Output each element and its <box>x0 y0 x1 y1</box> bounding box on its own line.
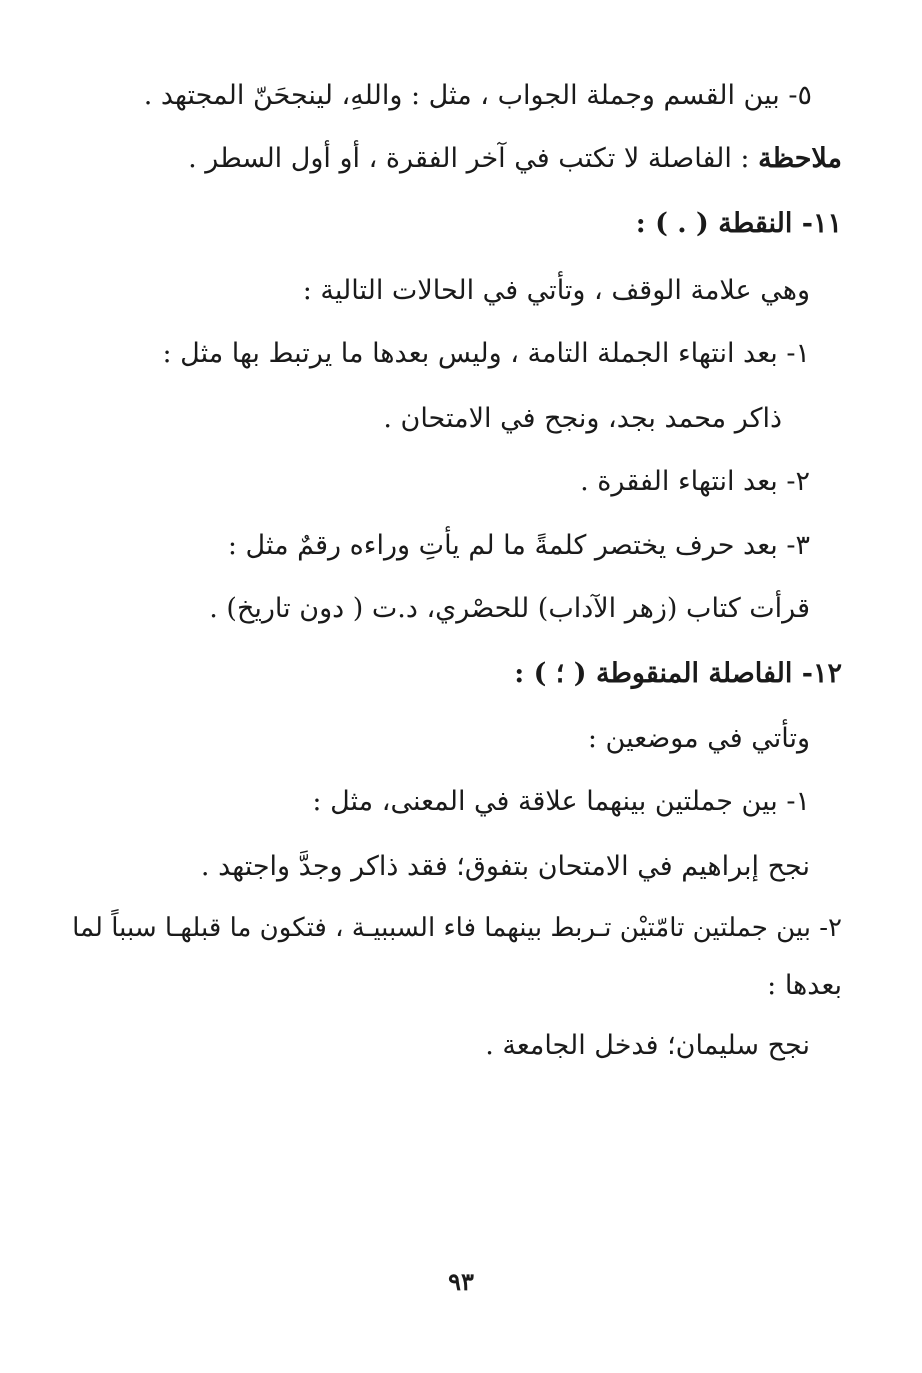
text-line-13: نجح إبراهيم في الامتحان بتفوق؛ فقد ذاكر وجدَّ واجتهد . <box>200 851 810 882</box>
text-line-6: ذاكر محمد بجد، ونجح في الامتحان . <box>383 403 782 434</box>
text-line-16: نجح سليمان؛ فدخل الجامعة . <box>485 1030 810 1061</box>
text-line-5: ١- بعد انتهاء الجملة التامة ، وليس بعدها ما يرتبط بها مثل : <box>162 338 810 369</box>
section-heading-11: ١١- النقطة ( . ) : <box>635 208 842 239</box>
text-line-1: ٥- بين القسم وجملة الجواب ، مثل : واللهِ، لينجحَنّ المجتهد . <box>143 80 812 111</box>
note-label: ملاحظة <box>758 143 842 174</box>
text-line-11: وتأتي في موضعين : <box>587 723 810 754</box>
note-text: : الفاصلة لا تكتب في آخر الفقرة ، أو أول السطر . <box>188 143 759 174</box>
text-line-14: ٢- بين جملتين تامّتيْن تـربط بينهما فاء السببيـة ، فتكون ما قبلهـا سبباً لما <box>72 913 842 943</box>
note-line <box>188 145 842 172</box>
section-heading-12: ١٢- الفاصلة المنقوطة ( ؛ ) : <box>514 658 842 689</box>
text-line-12: ١- بين جملتين بينهما علاقة في المعنى، مثل : <box>312 786 810 817</box>
text-line-9: قرأت كتاب (زهر الآداب) للحصْري، د.ت ( دون تاريخ) . <box>209 593 810 624</box>
text-line-7: ٢- بعد انتهاء الفقرة . <box>580 466 810 497</box>
text-line-4: وهي علامة الوقف ، وتأتي في الحالات التالية : <box>302 275 810 306</box>
text-line-15: بعدها : <box>767 970 842 1001</box>
page-number: ٩٣ <box>448 1267 474 1296</box>
text-line-8: ٣- بعد حرف يختصر كلمةً ما لم يأتِ وراءه رقمٌ مثل : <box>227 530 810 561</box>
